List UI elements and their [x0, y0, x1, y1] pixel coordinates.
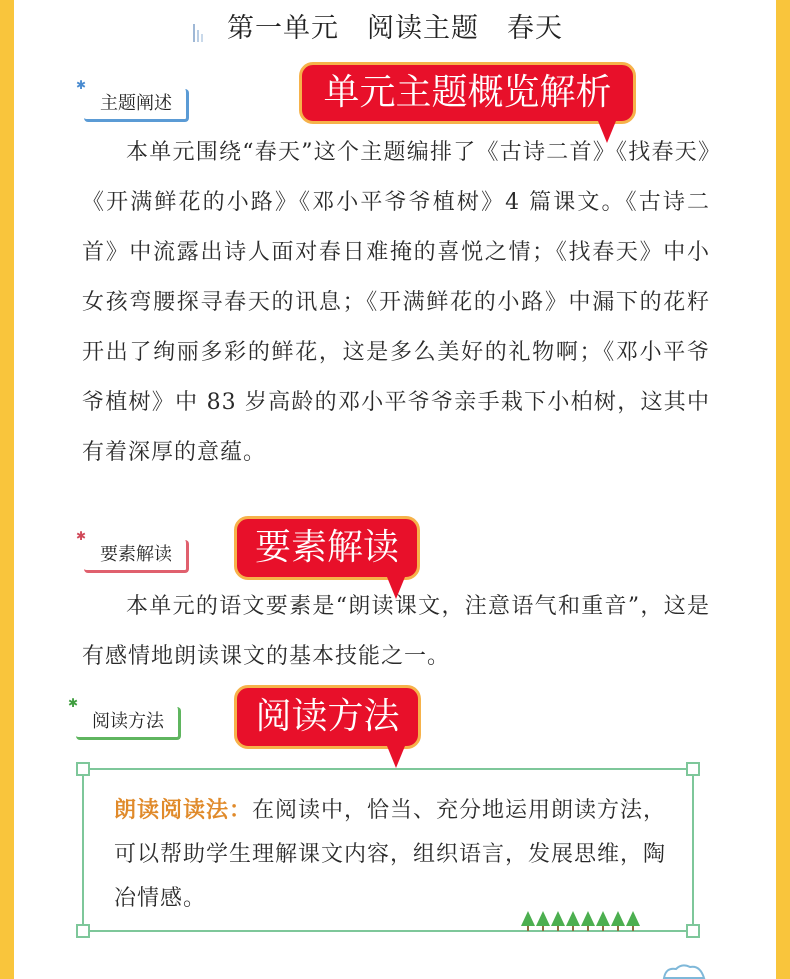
method-description: 在阅读中，恰当、充分地运用朗读方法，可以帮助学生理解课文内容，组织语言，发展思维，陶冶情感。 [114, 798, 667, 911]
trees-icon [520, 910, 640, 932]
callout-bubble-theme: 单元主题概览解析 [299, 62, 636, 124]
sparkle-icon: ✱ [76, 529, 87, 543]
callout-bubble-elements: 要素解读 [234, 516, 420, 580]
sparkle-icon: ✱ [76, 78, 87, 92]
section-tag-elements [76, 529, 189, 573]
sparkle-icon: ✱ [68, 696, 79, 710]
callout-bubble-method: 阅读方法 [234, 685, 421, 749]
box-corner [76, 762, 90, 776]
box-corner [686, 924, 700, 938]
section-tag-label: 要素解读 [100, 544, 172, 565]
method-text [114, 788, 674, 921]
theme-paragraph: 本单元围绕“春天”这个主题编排了《古诗二首》《找春天》《开满鲜花的小路》《邓小平爷爷植树》4 篇课文。《古诗二首》中流露出诗人面对春日难掩的喜悦之情；《找春天》中小女孩弯腰探寻春天的讯息；《开满鲜花的小路》中漏下的花籽开出了绚丽多彩的鲜花，这是多么美好的礼物啊；《邓小平爷爷植树》中 83 岁高龄的邓小平爷爷亲手栽下小柏树，这其中有着深厚的意蕴。 [82, 140, 710, 465]
section-tag-method [68, 696, 181, 740]
method-box [82, 768, 694, 932]
cloud-decoration-icon [662, 963, 706, 979]
box-corner [76, 924, 90, 938]
section-tag-label: 主题阐述 [100, 93, 172, 114]
elements-paragraph: 本单元的语文要素是“朗读课文，注意语气和重音”，这是有感情地朗读课文的基本技能之一。 [82, 594, 710, 669]
section-tag-theme [76, 78, 189, 122]
section-tag-label: 阅读方法 [92, 711, 164, 732]
method-label: 朗读阅读法： [114, 797, 253, 823]
box-corner [686, 762, 700, 776]
unit-title: 第一单元 阅读主题 春天 [227, 13, 563, 44]
